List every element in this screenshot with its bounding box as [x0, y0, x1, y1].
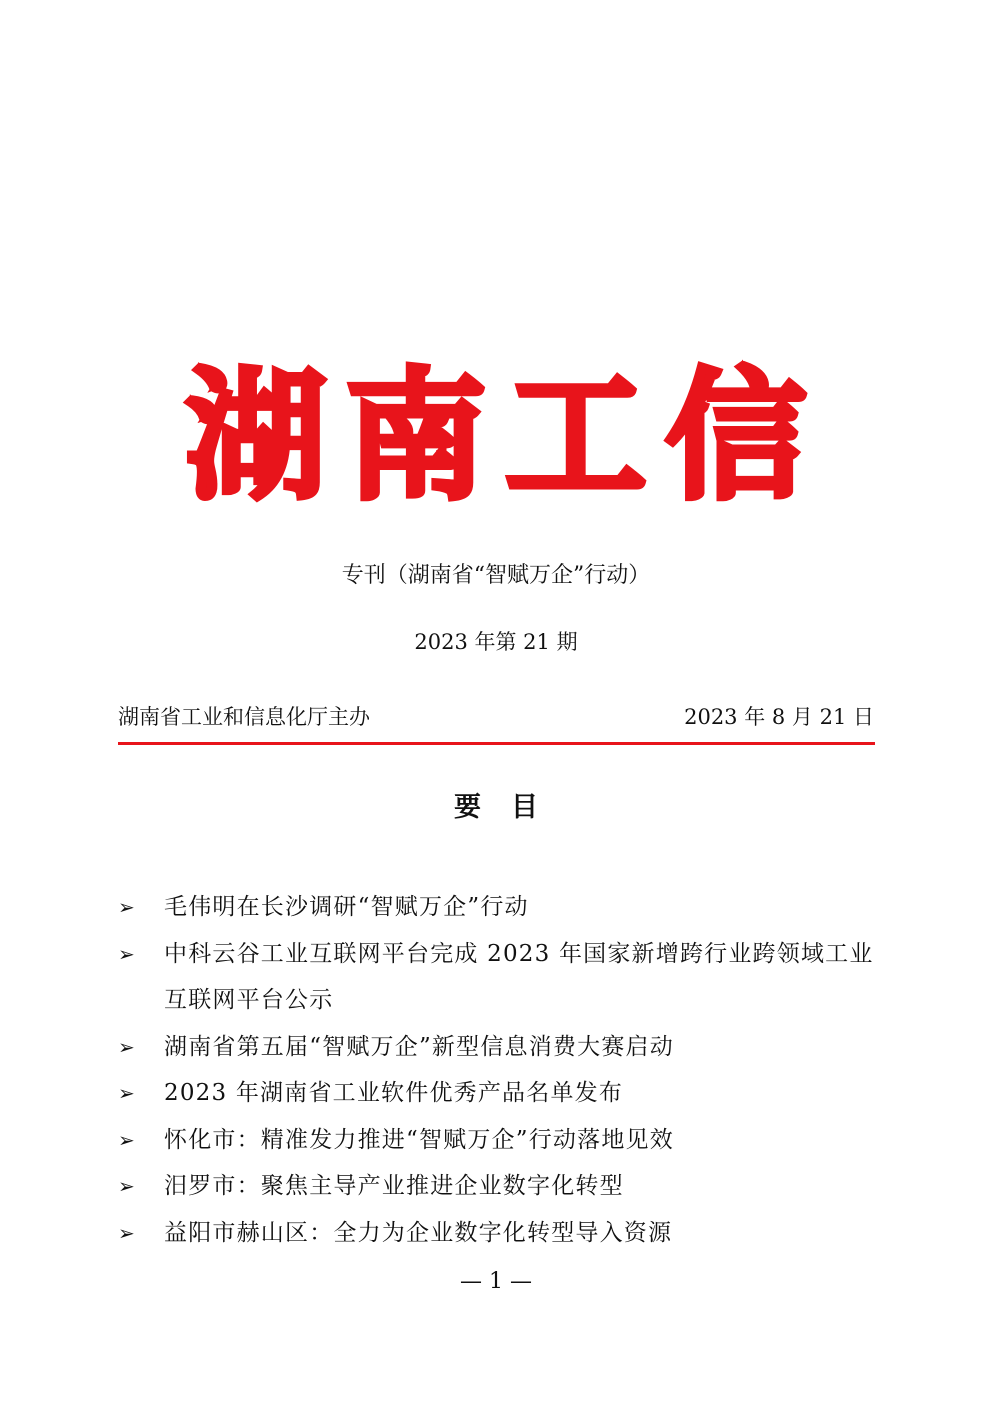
page-number: — 1 —	[460, 1269, 532, 1294]
toc-item[interactable]	[118, 884, 878, 931]
arrow-bullet-icon: ➢	[118, 1034, 135, 1059]
toc-item-title: 毛伟明在长沙调研“智赋万企”行动	[164, 894, 529, 920]
toc-heading: 要目	[454, 792, 568, 823]
arrow-bullet-icon: ➢	[118, 895, 135, 919]
toc-item-title: 怀化市：精准发力推进“智赋万企”行动落地见效	[164, 1126, 674, 1153]
toc-item-title: 2023 年湖南省工业软件优秀产品名单发布	[164, 1080, 624, 1106]
special-issue-subtitle: 专刊（湖南省“智赋万企”行动）	[341, 563, 651, 588]
arrow-bullet-icon: ➢	[118, 1174, 135, 1198]
toc-item[interactable]	[118, 1210, 878, 1257]
issue-number: 2023 年第 21 期	[414, 630, 578, 654]
arrow-bullet-icon: ➢	[118, 1220, 135, 1245]
toc-item-title: 汨罗市：聚焦主导产业推进企业数字化转型	[164, 1173, 624, 1199]
arrow-bullet-icon: ➢	[118, 941, 135, 966]
arrow-bullet-icon: ➢	[118, 1127, 135, 1152]
toc-item-title: 湖南省第五届“智赋万企”新型信息消费大赛启动	[164, 1033, 674, 1060]
publication-date: 2023 年 8 月 21 日	[684, 705, 874, 729]
red-divider-line	[118, 742, 875, 745]
toc-item[interactable]	[118, 1024, 878, 1071]
toc-item-title: 中科云谷工业互联网平台完成 2023 年国家新增跨行业跨领域工业互联网平台公示	[164, 940, 874, 1013]
toc-item[interactable]	[118, 1117, 878, 1164]
toc-item-title: 益阳市赫山区：全力为企业数字化转型导入资源	[164, 1219, 673, 1246]
publisher-label: 湖南省工业和信息化厅主办	[118, 705, 370, 729]
toc-item[interactable]	[118, 1163, 878, 1210]
publication-info-row	[118, 701, 874, 733]
table-of-contents	[118, 884, 878, 1256]
toc-item[interactable]	[118, 931, 878, 1024]
toc-item[interactable]	[118, 1070, 878, 1117]
masthead-title: 湖南工信	[185, 356, 826, 519]
arrow-bullet-icon: ➢	[118, 1081, 135, 1105]
